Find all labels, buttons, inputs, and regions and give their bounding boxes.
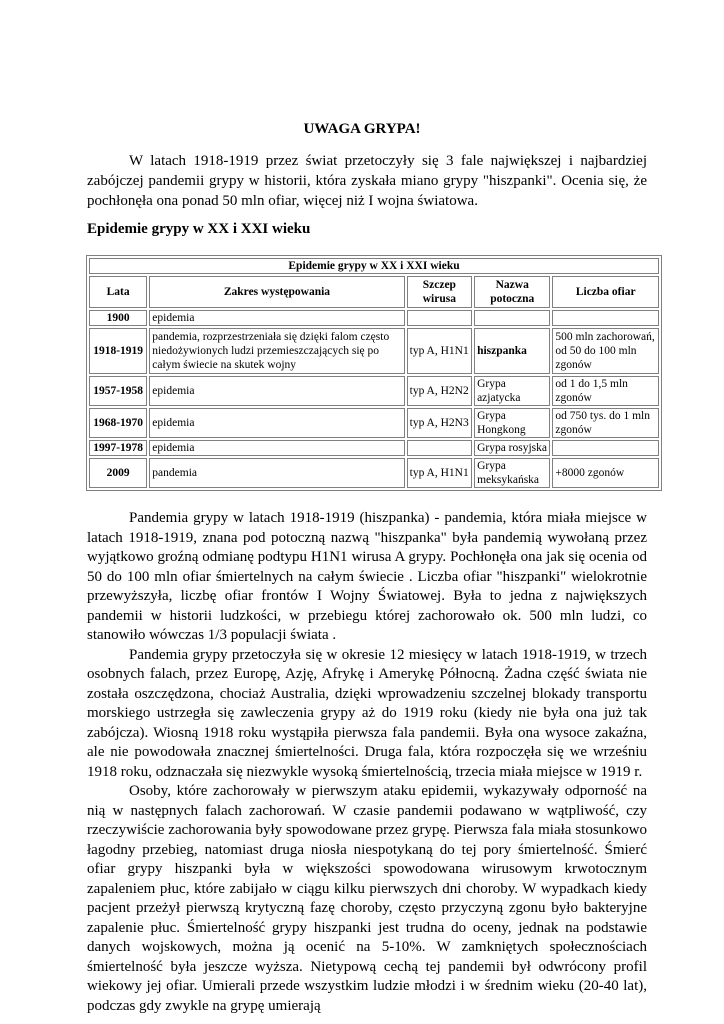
page-title: UWAGA GRYPA! [303, 121, 421, 137]
cell-scope: epidemia [149, 440, 404, 456]
cell-victims [552, 440, 659, 456]
header-name: Nazwa potoczna [474, 276, 550, 308]
table-header-row [89, 276, 659, 308]
cell-years: 1957-1958 [89, 376, 147, 406]
table-row [89, 458, 659, 488]
cell-name: Grypa meksykańska [474, 458, 550, 488]
cell-years: 1918-1919 [89, 328, 147, 374]
cell-victims [552, 310, 659, 326]
cell-scope: epidemia [149, 310, 404, 326]
table-row [89, 310, 659, 326]
table-row [89, 440, 659, 456]
cell-strain: typ A, H2N2 [407, 376, 472, 406]
body-paragraph: Pandemia grypy przetoczyła się w okresie 12 miesięcy w latach 1918-1919, w trzech osobnych falach, przez Europę, Azję, Afrykę i Amerykę Północną. Żadna część świata nie została oszczędzona, chociaż Australia, dzięki wprowadzeniu szczelnej blokady transportu morskiego ustrzegła się zawleczenia grypy aż do 1919 roku (kiedy nie była ona już tak zabójcza). Wiosną 1918 roku wystąpiła pierwsza fala pandemii. Była ona wysoce zakaźna, ale nie powodowała znacznej śmiertelności. Druga fala, która rozpoczęła się we wrześniu 1918 roku, odznaczała się niezwykle wysoką śmiertelnością, trzecia miała miejsce w 1919 r. [87, 646, 647, 780]
cell-strain: typ A, H1N1 [407, 458, 472, 488]
cell-years: 2009 [89, 458, 147, 488]
cell-scope: pandemia, rozprzestrzeniała się dzięki falom często niedożywionych ludzi przemieszczających się po całym świecie na skutek wojny [149, 328, 404, 374]
table-caption: Epidemie grypy w XX i XXI wieku [89, 258, 659, 274]
intro-paragraph: W latach 1918-1919 przez świat przetoczyły się 3 fale największej i najbardziej zabójczej pandemii grypy w historii, która zyskała miano grypy "hiszpanki". Ocenia się, że pochłonęła ona ponad 50 mln ofiar, więcej niż I wojna światowa. [87, 153, 647, 209]
table-row [89, 328, 659, 374]
cell-victims: +8000 zgonów [552, 458, 659, 488]
cell-victims: 500 mln zachorowań, od 50 do 100 mln zgonów [552, 328, 659, 374]
cell-victims: od 1 do 1,5 mln zgonów [552, 376, 659, 406]
cell-name: Grypa rosyjska [474, 440, 550, 456]
section-heading: Epidemie grypy w XX i XXI wieku [87, 221, 311, 237]
cell-name: Grypa Hongkong [474, 408, 550, 438]
cell-name: hiszpanka [474, 328, 550, 374]
cell-strain [407, 440, 472, 456]
header-years: Lata [89, 276, 147, 308]
header-strain: Szczep wirusa [407, 276, 472, 308]
cell-years: 1900 [89, 310, 147, 326]
table-row [89, 408, 659, 438]
epidemics-table [86, 255, 662, 491]
cell-scope: pandemia [149, 458, 404, 488]
cell-strain: typ A, H2N3 [407, 408, 472, 438]
cell-strain: typ A, H1N1 [407, 328, 472, 374]
body-paragraph: Osoby, które zachorowały w pierwszym ataku epidemii, wykazywały odporność na nią w następnych falach zachorowań. W czasie pandemii podawano w wątpliwość, czy rzeczywiście zachorowania były spowodowane przez grypę. Pierwsza fala miała stosunkowo łagodny przebieg, natomiast druga niosła niespotykaną do tej pory śmiertelność. Śmierć ofiar grypy hiszpanki była w większości spowodowana wirusowym krwotocznym zapaleniem płuc, które zabijało w ciągu kilku pierwszych dni choroby. W wypadkach kiedy pacjent przeżył pierwszą krytyczną fazę choroby, często przyczyną zgonu było bakteryjne zapalenie płuc. Śmiertelność grypy hiszpanki jest trudna do oceny, jednak na podstawie danych wojskowych, można ją ocenić na 5-10%. W zamkniętych społecznościach śmiertelność była jeszcze wyższa. Nietypową cechą tej pandemii był odwrócony profil wiekowy jej ofiar. Umierali przede wszystkim ludzie młodzi i w średnim wieku (20-40 lat), podczas gdy zwykle na grypę umierają [87, 783, 647, 1014]
cell-years: 1968-1970 [89, 408, 147, 438]
body-paragraph: Pandemia grypy w latach 1918-1919 (hiszpanka) - pandemia, która miała miejsce w latach 1918-1919, znana pod potoczną nazwą "hiszpanka" była pandemią wywołaną przez wyjątkowo groźną odmianę podtypu H1N1 wirusa A grypy. Pochłonęła ona jak się ocenia od 50 do 100 mln ofiar śmiertelnych na całym świecie . Liczba ofiar "hiszpanki" wielokrotnie przewyższyła, liczbę ofiar frontów I Wojny Światowej. Była to jedna z największych pandemii w historii ludzkości, w przebiegu której zachorowało ok. 500 mln ludzi, co stanowiło wówczas 1/3 populacji świata . [87, 510, 647, 643]
cell-name [474, 310, 550, 326]
table-row [89, 376, 659, 406]
cell-strain [407, 310, 472, 326]
cell-victims: od 750 tys. do 1 mln zgonów [552, 408, 659, 438]
body-text [87, 509, 647, 1016]
header-scope: Zakres występowania [149, 276, 404, 308]
header-victims: Liczba ofiar [552, 276, 659, 308]
cell-years: 1997-1978 [89, 440, 147, 456]
cell-scope: epidemia [149, 376, 404, 406]
cell-name: Grypa azjatycka [474, 376, 550, 406]
cell-scope: epidemia [149, 408, 404, 438]
